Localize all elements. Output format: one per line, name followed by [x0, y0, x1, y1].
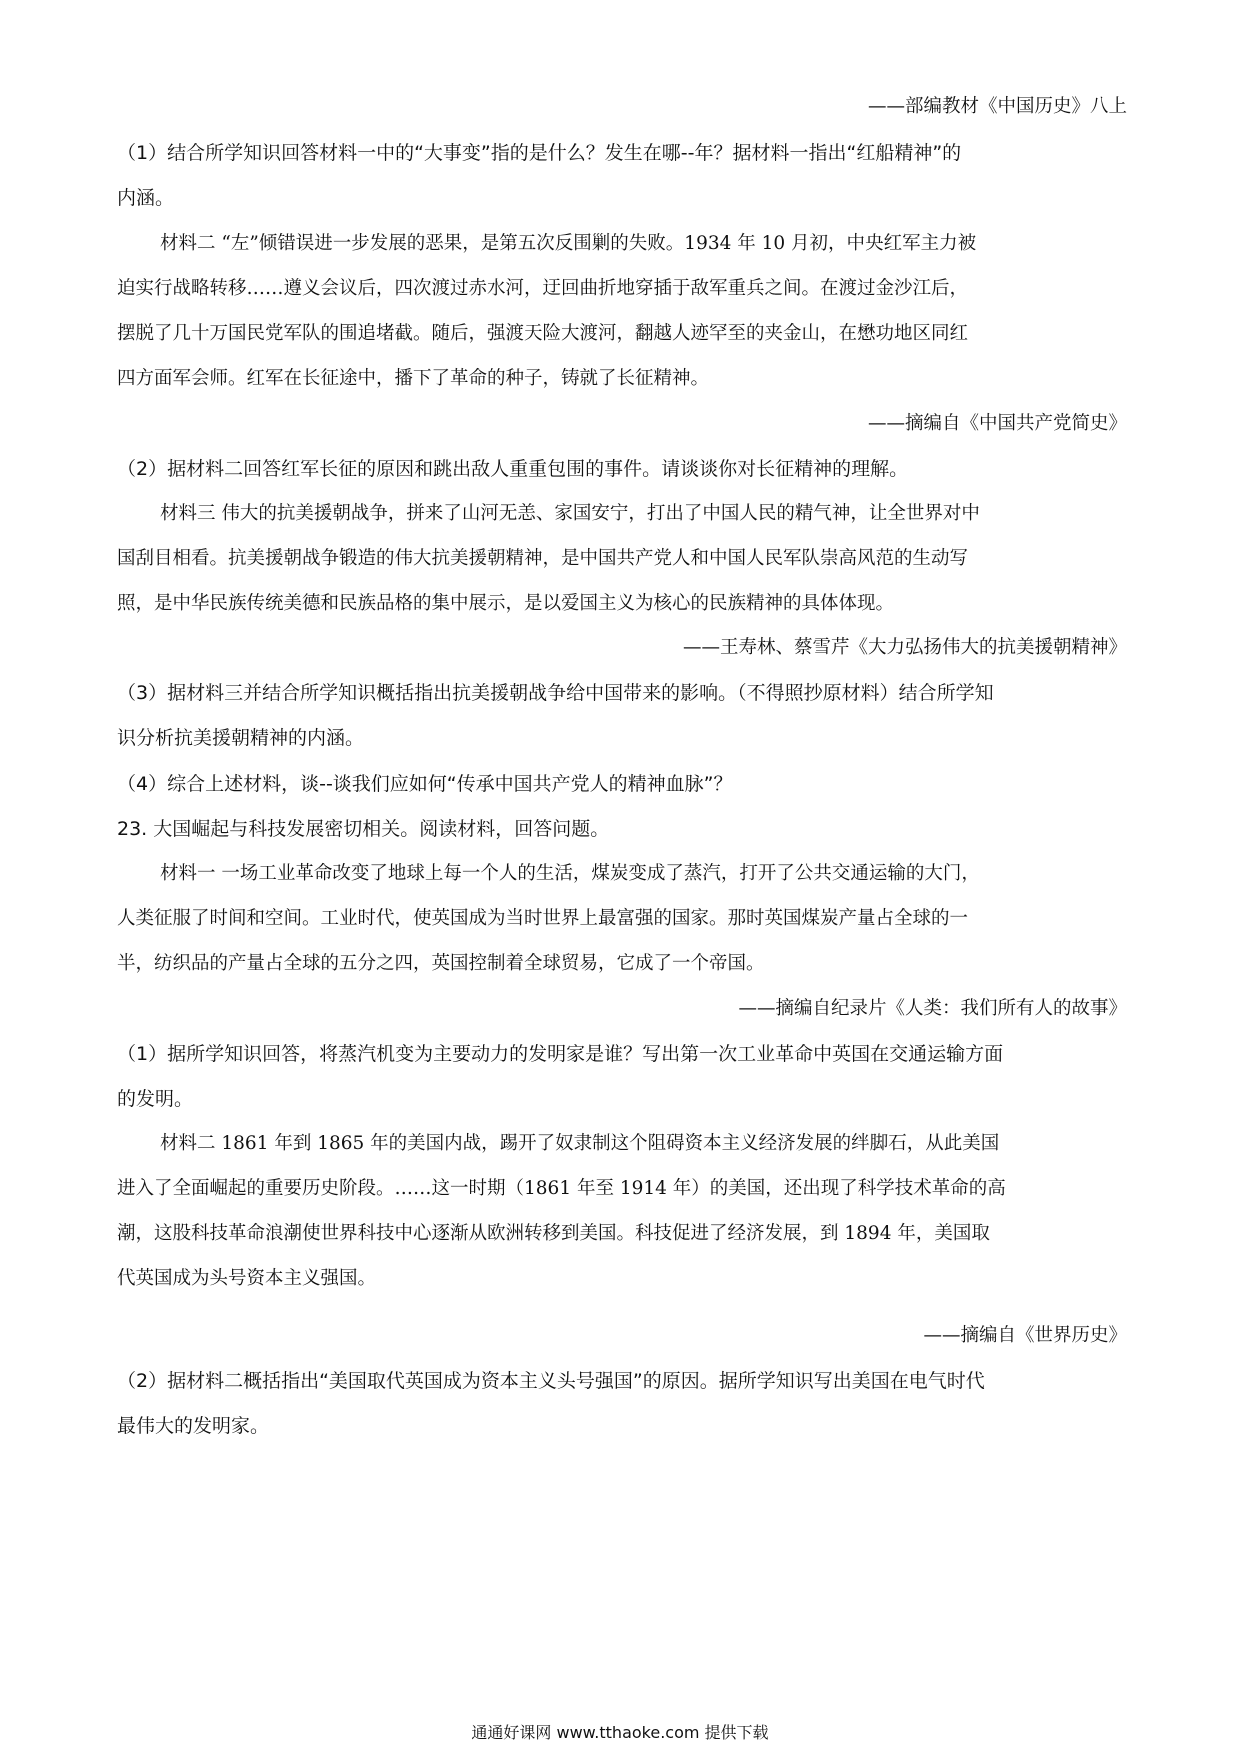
material-3-text: 材料三 伟大的抗美援朝战争，拼来了山河无恙、家国安宁，打出了中国人民的精气神，让全世界对中: [160, 503, 980, 524]
material-1-text: 人类征服了时间和空间。工业时代，使英国成为当时世界上最富强的国家。那时英国煤炭产量占全球的一: [117, 908, 969, 929]
material-2-text: 材料二 1861 年到 1865 年的美国内战，踢开了奴隶制这个阻碍资本主义经济发展的绊脚石，从此美国: [160, 1133, 1000, 1154]
material-2-text: 四方面军会师。红军在长征途中，播下了革命的种子，铸就了长征精神。: [117, 368, 710, 389]
source-citation: ——摘编自《世界历史》: [923, 1325, 1127, 1346]
question-1-text: （1）据所学知识回答，将蒸汽机变为主要动力的发明家是谁？写出第一次工业革命中英国在交通运输方面: [117, 1043, 1004, 1065]
question-1-text: 内涵。: [117, 187, 175, 209]
question-1-text: （1）结合所学知识回答材料一中的“大事变”指的是什么？发生在哪--年？据材料一指出“红船精神”的: [117, 142, 962, 164]
question-1-text: 的发明。: [117, 1088, 194, 1110]
footer-watermark: 通通好课网 www.tthaoke.com 提供下载: [471, 1723, 769, 1742]
material-3-text: 照，是中华民族传统美德和民族品格的集中展示，是以爱国主义为核心的民族精神的具体体现。: [117, 593, 895, 614]
source-citation: ——摘编自《中国共产党简史》: [867, 413, 1127, 434]
question-4-text: （4）综合上述材料，谈--谈我们应如何“传承中国共产党人的精神血脉”？: [117, 773, 733, 795]
material-2-text: 潮，这股科技革命浪潮使世界科技中心逐渐从欧洲转移到美国。科技促进了经济发展，到 1894 年，美国取: [117, 1223, 990, 1244]
source-citation: ——部编教材《中国历史》八上: [867, 96, 1127, 117]
material-1-text: 材料一 一场工业革命改变了地球上每一个人的生活，煤炭变成了蒸汽，打开了公共交通运输的大门，: [160, 863, 980, 884]
question-2-text: （2）据材料二概括指出“美国取代英国成为资本主义头号强国”的原因。据所学知识写出美国在电气时代: [117, 1370, 985, 1392]
question-3-text: 识分析抗美援朝精神的内涵。: [117, 727, 365, 749]
question-2-text: （2）据材料二回答红军长征的原因和跳出敌人重重包围的事件。请谈谈你对长征精神的理解。: [117, 458, 909, 480]
material-2-text: 进入了全面崛起的重要历史阶段。……这一时期（1861 年至 1914 年）的美国，还出现了科学技术革命的高: [117, 1178, 1006, 1199]
source-citation: ——王寿林、蔡雪芹《大力弘扬伟大的抗美援朝精神》: [682, 637, 1127, 658]
question-2-text: 最伟大的发明家。: [117, 1415, 270, 1437]
material-2-text: 迫实行战略转移……遵义会议后，四次渡过赤水河，迂回曲折地穿插于敌军重兵之间。在渡过金沙江后，: [117, 278, 969, 299]
source-citation: ——摘编自纪录片《人类：我们所有人的故事》: [738, 998, 1127, 1019]
question-3-text: （3）据材料三并结合所学知识概括指出抗美援朝战争给中国带来的影响。（不得照抄原材料）结合所学知: [117, 682, 994, 704]
question-23-heading: 23. 大国崛起与科技发展密切相关。阅读材料，回答问题。: [117, 818, 610, 840]
material-2-text: 代英国成为头号资本主义强国。: [117, 1268, 377, 1289]
material-3-text: 国刮目相看。抗美援朝战争锻造的伟大抗美援朝精神，是中国共产党人和中国人民军队崇高风范的生动写: [117, 548, 969, 569]
material-2-text: 材料二 “左”倾错误进一步发展的恶果，是第五次反围剿的失败。1934 年 10 月初，中央红军主力被: [160, 233, 977, 254]
material-2-text: 摆脱了几十万国民党军队的围追堵截。随后，强渡天险大渡河，翻越人迹罕至的夹金山，在懋功地区同红: [117, 323, 969, 344]
material-1-text: 半，纺织品的产量占全球的五分之四，英国控制着全球贸易，它成了一个帝国。: [117, 953, 765, 974]
